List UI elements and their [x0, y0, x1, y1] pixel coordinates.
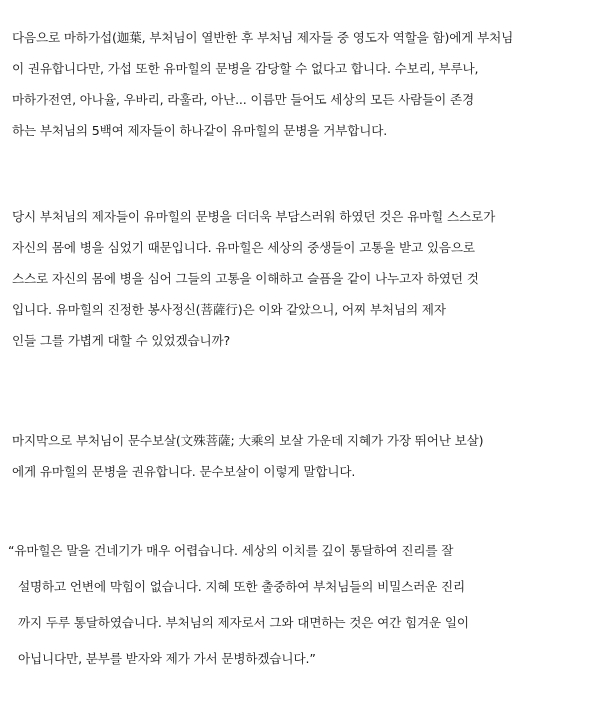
text-line: 설명하고 언변에 막힘이 없습니다. 지혜 또한 출중하여 부처님들의 비밀스러운 진리	[18, 579, 466, 594]
text-line: 에게 유마힐의 문병을 권유합니다. 문수보살이 이렇게 말합니다.	[12, 464, 356, 479]
paragraph-quotation	[8, 533, 594, 677]
text-line: 하는 부처님의 5백여 제자들이 하나같이 유마힐의 문병을 거부합니다.	[12, 123, 388, 138]
text-line: 입니다. 유마힐의 진정한 봉사정신(菩薩行)은 이와 같았으니, 어찌 부처님의 제자	[12, 302, 446, 317]
paragraph-maha-kasyapa	[12, 22, 594, 146]
text-line: 이 권유합니다만, 가섭 또한 유마힐의 문병을 감당할 수 없다고 합니다. 수보리, 부루나,	[12, 61, 479, 76]
text-line: 자신의 몸에 병을 심었기 때문입니다. 유마힐은 세상의 중생들이 고통을 받고 있음으로	[12, 240, 475, 255]
paragraph-manjusri	[12, 425, 594, 487]
text-line: 까지 두루 통달하였습니다. 부처님의 제자로서 그와 대면하는 것은 여간 힘겨운 일이	[18, 615, 469, 630]
paragraph-vimalakirti-illness	[12, 201, 594, 356]
text-line: 인들 그를 가볍게 대할 수 있었겠습니까?	[12, 333, 231, 348]
text-line: 당시 부처님의 제자들이 유마힐의 문병을 더더욱 부담스러워 하였던 것은 유마힐 스스로가	[12, 209, 496, 224]
text-line: 스스로 자신의 몸에 병을 심어 그들의 고통을 이해하고 슬픔을 같이 나누고자 하였던 것	[12, 271, 479, 286]
text-line: 마지막으로 부처님이 문수보살(文殊菩薩; 大乘의 보살 가운데 지혜가 가장 뛰어난 보살)	[12, 433, 484, 448]
text-line: 마하가전연, 아나율, 우바리, 라훌라, 아난... 이름만 들어도 세상의 모든 사람들이 존경	[12, 92, 475, 107]
text-line: 다음으로 마하가섭(迦葉, 부처님이 열반한 후 부처님 제자들 중 영도자 역할을 함)에게 부처님	[12, 30, 514, 45]
text-line: “유마힐은 말을 건네기가 매우 어렵습니다. 세상의 이치를 깊이 통달하여 진리를 잘	[8, 543, 454, 558]
text-line: 아닙니다만, 분부를 받자와 제가 가서 문병하겠습니다.”	[18, 651, 316, 666]
